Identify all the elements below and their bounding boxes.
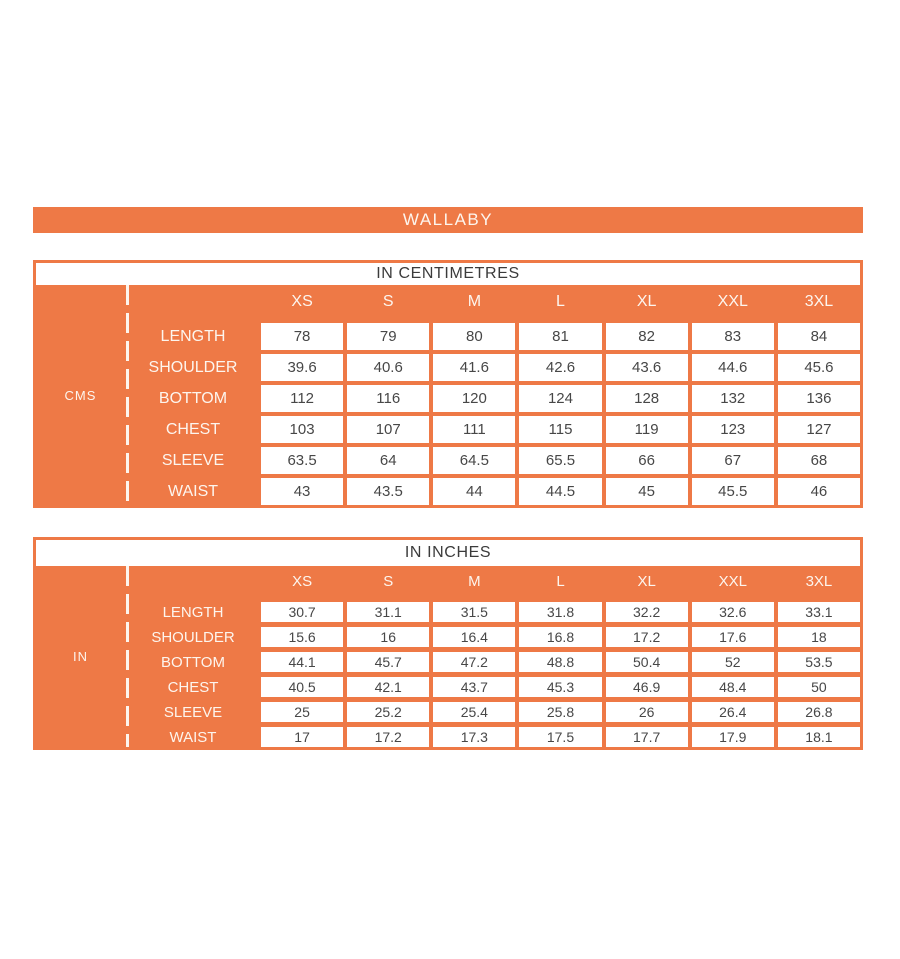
row-label-cell: LENGTH (129, 602, 257, 622)
row-label-cell: WAIST (129, 478, 257, 505)
value-cell: 45.5 (692, 478, 774, 505)
value-cell: 40.6 (347, 354, 429, 381)
size-header-cell: S (347, 566, 429, 597)
size-header-cell: L (519, 566, 601, 597)
value-cell: 17.7 (606, 727, 688, 747)
row-label-cell: SHOULDER (129, 354, 257, 381)
value-cell: 40.5 (261, 677, 343, 697)
value-cell: 44.6 (692, 354, 774, 381)
value-cell: 25.4 (433, 702, 515, 722)
value-cell: 50.4 (606, 652, 688, 672)
value-cell: 53.5 (778, 652, 860, 672)
value-cell: 48.4 (692, 677, 774, 697)
size-header-cell: XXL (692, 285, 774, 319)
value-cell: 45.3 (519, 677, 601, 697)
value-cell: 32.6 (692, 602, 774, 622)
value-cell: 26.4 (692, 702, 774, 722)
value-cell: 127 (778, 416, 860, 443)
value-cell: 31.8 (519, 602, 601, 622)
value-cell: 44 (433, 478, 515, 505)
value-cell: 64.5 (433, 447, 515, 474)
value-cell: 26.8 (778, 702, 860, 722)
row-label-cell: BOTTOM (129, 652, 257, 672)
unit-label-cell (36, 285, 125, 505)
value-cell: 111 (433, 416, 515, 443)
dashed-separator (126, 285, 129, 505)
value-cell: 43.5 (347, 478, 429, 505)
value-cell: 45 (606, 478, 688, 505)
unit-label: CMS (64, 387, 97, 403)
size-header-cell: XL (606, 566, 688, 597)
size-header-cell: M (433, 566, 515, 597)
value-cell: 17.6 (692, 627, 774, 647)
value-cell: 123 (692, 416, 774, 443)
value-cell: 17.3 (433, 727, 515, 747)
value-cell: 124 (519, 385, 601, 412)
value-cell: 80 (433, 323, 515, 350)
table-title-text: IN CENTIMETRES (376, 265, 520, 282)
row-label-cell: SHOULDER (129, 627, 257, 647)
value-cell: 78 (261, 323, 343, 350)
value-cell: 107 (347, 416, 429, 443)
value-cell: 39.6 (261, 354, 343, 381)
inches-table-title (36, 540, 860, 566)
row-label-cell: WAIST (129, 727, 257, 747)
value-cell: 17.5 (519, 727, 601, 747)
value-cell: 43.7 (433, 677, 515, 697)
value-cell: 17 (261, 727, 343, 747)
centimetres-table-body (36, 285, 860, 505)
value-cell: 44.1 (261, 652, 343, 672)
table-title-text: IN INCHES (404, 544, 492, 561)
value-cell: 17.2 (606, 627, 688, 647)
unit-label: IN (73, 649, 88, 664)
value-cell: 132 (692, 385, 774, 412)
value-cell: 25 (261, 702, 343, 722)
value-cell: 63.5 (261, 447, 343, 474)
centimetres-table-title (36, 263, 860, 285)
size-header-cell: S (347, 285, 429, 319)
value-cell: 30.7 (261, 602, 343, 622)
value-cell: 42.6 (519, 354, 601, 381)
value-cell: 17.2 (347, 727, 429, 747)
value-cell: 45.7 (347, 652, 429, 672)
value-cell: 17.9 (692, 727, 774, 747)
centimetres-table (33, 260, 863, 508)
value-cell: 81 (519, 323, 601, 350)
size-header-cell: 3XL (778, 566, 860, 597)
size-header-cell: XS (261, 285, 343, 319)
value-cell: 136 (778, 385, 860, 412)
value-cell: 46 (778, 478, 860, 505)
value-cell: 43 (261, 478, 343, 505)
size-header-cell: M (433, 285, 515, 319)
value-cell: 45.6 (778, 354, 860, 381)
wallaby-banner (33, 207, 863, 233)
value-cell: 25.8 (519, 702, 601, 722)
row-label-cell: LENGTH (129, 323, 257, 350)
size-header-cell: XS (261, 566, 343, 597)
value-cell: 50 (778, 677, 860, 697)
value-cell: 79 (347, 323, 429, 350)
value-cell: 16.4 (433, 627, 515, 647)
banner-title: WALLABY (402, 210, 494, 229)
row-label-cell: CHEST (129, 416, 257, 443)
value-cell: 31.5 (433, 602, 515, 622)
value-cell: 64 (347, 447, 429, 474)
size-header-cell: XL (606, 285, 688, 319)
value-cell: 16.8 (519, 627, 601, 647)
value-cell: 68 (778, 447, 860, 474)
value-cell: 65.5 (519, 447, 601, 474)
value-cell: 41.6 (433, 354, 515, 381)
value-cell: 46.9 (606, 677, 688, 697)
value-cell: 84 (778, 323, 860, 350)
value-cell: 44.5 (519, 478, 601, 505)
value-cell: 16 (347, 627, 429, 647)
inches-table (33, 537, 863, 750)
row-label-cell: SLEEVE (129, 702, 257, 722)
value-cell: 33.1 (778, 602, 860, 622)
header-spacer-cell (129, 566, 257, 597)
value-cell: 52 (692, 652, 774, 672)
value-cell: 18 (778, 627, 860, 647)
row-label-cell: SLEEVE (129, 447, 257, 474)
row-label-cell: CHEST (129, 677, 257, 697)
value-cell: 116 (347, 385, 429, 412)
value-cell: 42.1 (347, 677, 429, 697)
size-header-cell: XXL (692, 566, 774, 597)
unit-label-cell (36, 566, 125, 747)
value-cell: 18.1 (778, 727, 860, 747)
value-cell: 120 (433, 385, 515, 412)
value-cell: 66 (606, 447, 688, 474)
value-cell: 47.2 (433, 652, 515, 672)
value-cell: 128 (606, 385, 688, 412)
value-cell: 15.6 (261, 627, 343, 647)
value-cell: 26 (606, 702, 688, 722)
value-cell: 31.1 (347, 602, 429, 622)
value-cell: 67 (692, 447, 774, 474)
value-cell: 48.8 (519, 652, 601, 672)
value-cell: 25.2 (347, 702, 429, 722)
value-cell: 103 (261, 416, 343, 443)
row-label-cell: BOTTOM (129, 385, 257, 412)
size-header-cell: 3XL (778, 285, 860, 319)
value-cell: 112 (261, 385, 343, 412)
value-cell: 82 (606, 323, 688, 350)
size-header-cell: L (519, 285, 601, 319)
dashed-separator (126, 566, 129, 747)
header-spacer-cell (129, 285, 257, 319)
value-cell: 119 (606, 416, 688, 443)
value-cell: 43.6 (606, 354, 688, 381)
value-cell: 115 (519, 416, 601, 443)
value-cell: 32.2 (606, 602, 688, 622)
value-cell: 83 (692, 323, 774, 350)
inches-table-body (36, 566, 860, 747)
